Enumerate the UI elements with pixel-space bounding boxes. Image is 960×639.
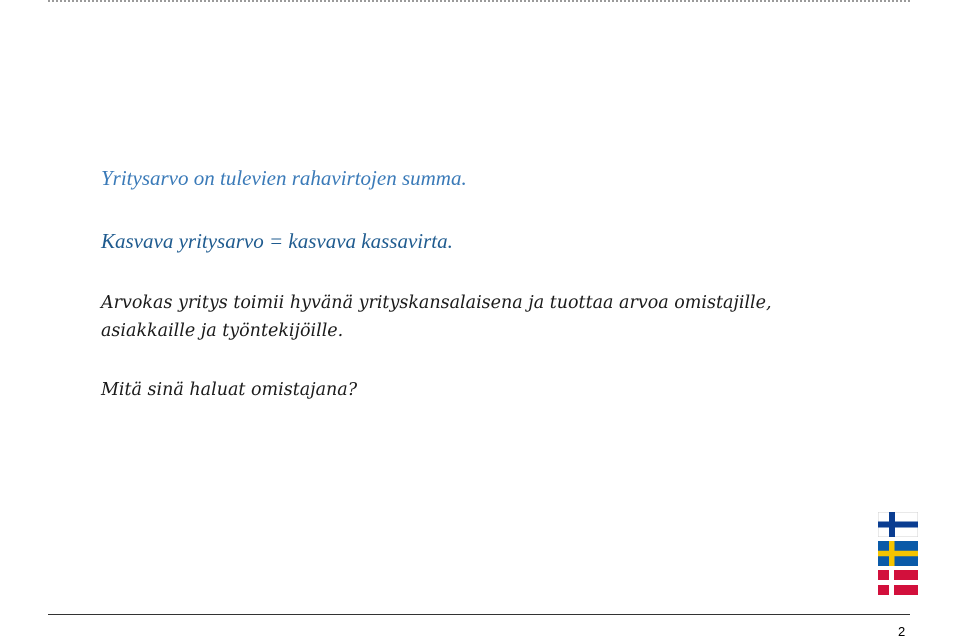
top-dotted-rule [48,0,910,2]
slide-heading: Yritysarvo on tulevien rahavirtojen summa. [101,166,467,190]
slide-question: Mitä sinä haluat omistajana? [101,380,358,400]
page-number: 2 [898,624,906,639]
slide-subheading: Kasvava yritysarvo = kasvava kassavirta. [101,229,453,253]
finland-flag-icon [878,512,918,537]
footer-rule [48,614,910,615]
denmark-flag-icon [878,570,918,595]
sweden-flag-icon [878,541,918,566]
slide-paragraph: Arvokas yritys toimii hyvänä yrityskansalaisena ja tuottaa arvoa omistajille, asiakkaille ja työntekijöille. [101,293,772,341]
